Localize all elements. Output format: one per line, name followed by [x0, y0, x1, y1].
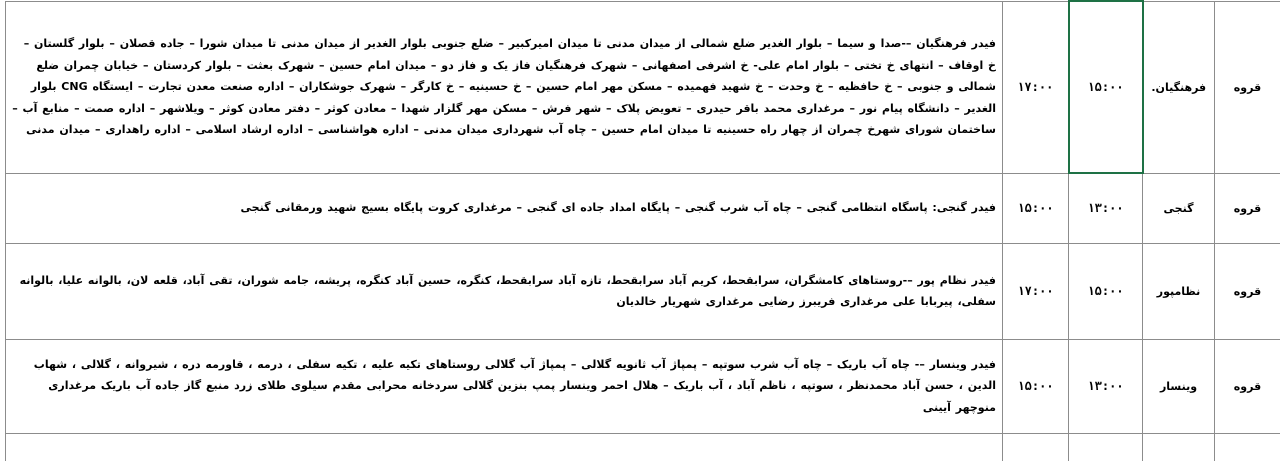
affected-areas-cell[interactable]: فیدر فرهنگیان –-صدا و سیما – بلوار الغدیر ضلع شمالی از میدان مدنی تا میدان امیرکبیر – ضلع جنوبی بلوار الغدیر از میدان مدنی تا میدان شورا – جاده قصلان – بلوار گلستان – خ اوقاف – انتهای خ تختی – بلوار امام علی- خ اشرفی اصفهانی – شهرک فرهنگیان فاز یک و فاز دو – میدان امام حسین – شهرک بعثت – بلوار کردستان – خیابان چمران ضلع شمالی و جنوبی – خ حافظیه – خ وحدت – خ شهید فهمیده – مسکن مهر امام حسین – خ حسینیه – خ کارگر – شهرک جوشکاران – اداره صنعت معدن تجارت – ایستگاه CNG بلوار الغدیر – دانشگاه پیام نور – مرغداری محمد باقر حیدری – تعویض پلاک – شهر فرش – مسکن مهر گلزار شهدا – معادن کوثر – دفتر معادن کوثر – ویلاشهر – اداره صمت – منابع آب – ساختمان شورای شهرخ چمران از چهار راه حسینیه تا میدان امام حسین – چاه آب شهرداری میدان مدنی – اداره هواشناسی – اداره ارشاد اسلامی – اداره راهداری – میدان مدنی	[6, 1, 1003, 173]
end-time-cell[interactable]: ۱۷:۰۰	[1003, 1, 1069, 173]
empty-cell[interactable]	[6, 433, 1003, 461]
end-time-cell[interactable]: ۱۵:۰۰	[1003, 173, 1069, 243]
table-row	[6, 339, 1280, 433]
area-cell[interactable]: وینسار	[1143, 339, 1215, 433]
end-time-cell[interactable]: ۱۵:۰۰	[1003, 339, 1069, 433]
empty-cell[interactable]	[1215, 433, 1280, 461]
city-cell[interactable]: قروه	[1215, 339, 1280, 433]
table-row	[6, 173, 1280, 243]
table-row-empty	[6, 433, 1280, 461]
city-cell[interactable]: قروه	[1215, 173, 1280, 243]
empty-cell[interactable]	[1143, 433, 1215, 461]
area-cell[interactable]: گنجی	[1143, 173, 1215, 243]
affected-areas-cell[interactable]: فیدر گنجی: پاسگاه انتظامی گنجی – چاه آب شرب گنجی – پایگاه امداد جاده ای گنجی – مرغداری کروت پایگاه بسیج شهید ورمقانی گنجی	[6, 173, 1003, 243]
start-time-cell[interactable]: ۱۳:۰۰	[1069, 339, 1143, 433]
area-cell[interactable]: نظامپور	[1143, 243, 1215, 339]
affected-areas-cell[interactable]: فیدر وینسار –- چاه آب باریک – چاه آب شرب سوتپه – پمپاژ آب ثانویه گلالی – پمپاژ آب گلالی روستاهای تکیه علیه ، تکیه سفلی ، درمه ، قاورمه دره ، شیروانه ، گلالی ، شهاب الدین ، حسن آباد محمدنظر ، سوتپه ، ناظم آباد ، آب باریک – هلال احمر وینسار پمپ بنزین گلالی سردخانه محرابی مقدم سیلوی طلای زرد منبع گاز جاده آب باریک مرغداری منوچهر آیینی	[6, 339, 1003, 433]
outage-schedule-table	[5, 0, 1280, 461]
start-time-cell[interactable]: ۱۵:۰۰	[1069, 243, 1143, 339]
affected-areas-cell[interactable]: فیدر نظام پور –-روستاهای کامشگران، سرابقحط، کریم آباد سرابقحط، تازه آباد سرابقحط، کنگره، حسین آباد کنگره، پریشه، جامه شوران، تقی آباد، قلعه لان، بالوانه علیا، بالوانه سفلی، پیربابا علی مرغداری فریبرز رضایی مرغداری شهریار خالدیان	[6, 243, 1003, 339]
empty-cell[interactable]	[1003, 433, 1069, 461]
table-row	[6, 1, 1280, 173]
start-time-cell[interactable]: ۱۵:۰۰	[1069, 1, 1143, 173]
area-cell[interactable]: فرهنگیان.	[1143, 1, 1215, 173]
empty-cell[interactable]	[1069, 433, 1143, 461]
end-time-cell[interactable]: ۱۷:۰۰	[1003, 243, 1069, 339]
start-time-cell[interactable]: ۱۳:۰۰	[1069, 173, 1143, 243]
table-row	[6, 243, 1280, 339]
city-cell[interactable]: قروه	[1215, 1, 1280, 173]
city-cell[interactable]: قروه	[1215, 243, 1280, 339]
